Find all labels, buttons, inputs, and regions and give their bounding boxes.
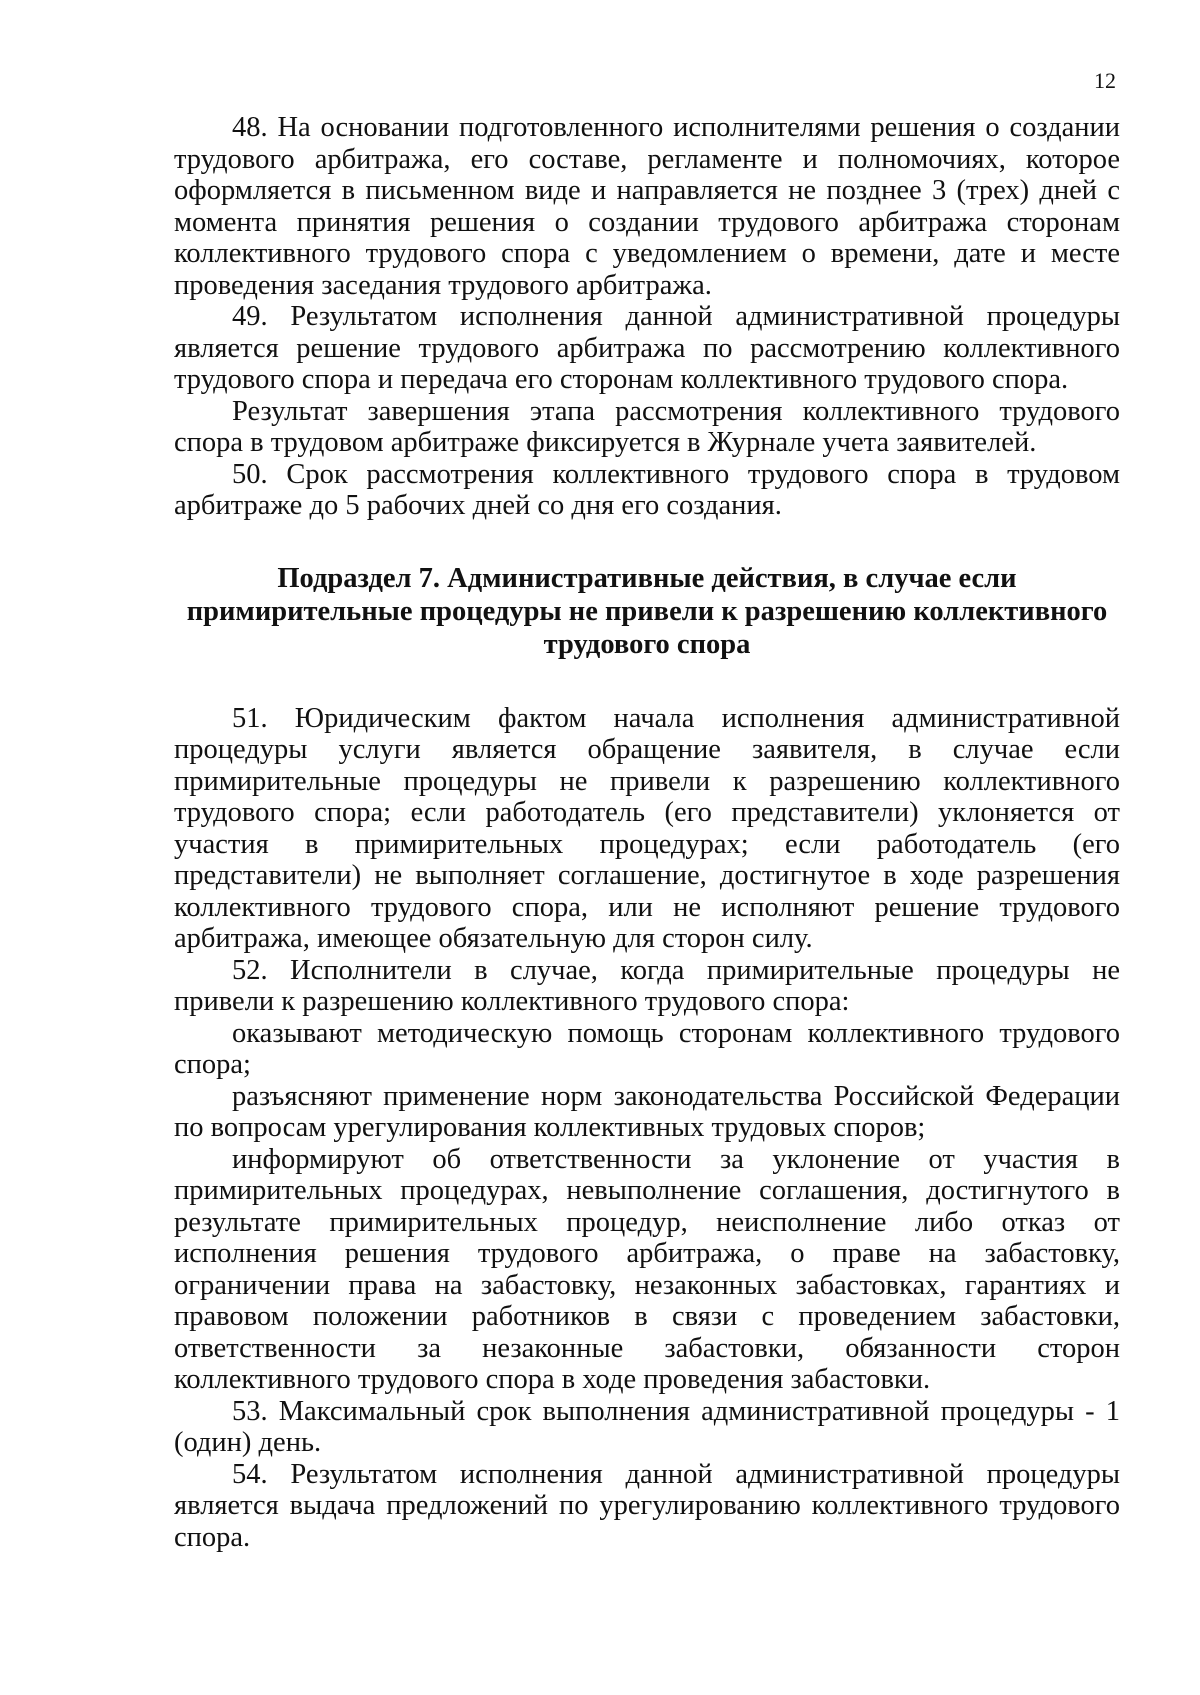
paragraph-53: 53. Максимальный срок выполнения административной процедуры - 1 (один) день. <box>174 1395 1120 1458</box>
section-heading-line-3: трудового спора <box>543 628 751 660</box>
paragraph-54: 54. Результатом исполнения данной административной процедуры является выдача предложений по урегулированию коллективного трудового спора. <box>174 1458 1120 1553</box>
section-heading-line-2: примирительные процедуры не привели к разрешению коллективного <box>186 595 1108 627</box>
document-body <box>174 112 1120 1553</box>
section-heading-line-1: Подраздел 7. Административные действия, в случае если <box>277 562 1017 594</box>
page-number: 12 <box>1094 68 1116 93</box>
paragraph-52-item-methodical-help: оказывают методическую помощь сторонам коллективного трудового спора; <box>174 1017 1120 1080</box>
paragraph-48: 48. На основании подготовленного исполнителями решения о создании трудового арбитража, его составе, регламенте и полномочиях, которое оформляется в письменном виде и направляется не позднее 3 (трех) дней с момента принятия решения о создании трудового арбитража сторонам коллективного трудового спора с уведомлением о времени, дате и месте проведения заседания трудового арбитража. <box>174 112 1120 301</box>
paragraph-52-item-inform: информируют об ответственности за уклонение от участия в примирительных процедурах, невыполнение соглашения, достигнутого в результате примирительных процедур, неисполнение либо отказ от исполнения решения трудового арбитража, о праве на забастовку, ограничении права на забастовку, незаконных забастовках, гарантиях и правовом положении работников в связи с проведением забастовки, ответственности за незаконные забастовки, обязанности сторон коллективного трудового спора в ходе проведения забастовки. <box>174 1143 1120 1395</box>
paragraph-50: 50. Срок рассмотрения коллективного трудового спора в трудовом арбитраже до 5 рабочих дней со дня его создания. <box>174 458 1120 521</box>
paragraph-52: 52. Исполнители в случае, когда примирительные процедуры не привели к разрешению коллективного трудового спора: <box>174 954 1120 1017</box>
paragraph-49: 49. Результатом исполнения данной административной процедуры является решение трудового арбитража по рассмотрению коллективного трудового спора и передача его сторонам коллективного трудового спора. <box>174 301 1120 395</box>
paragraph-result-note: Результат завершения этапа рассмотрения коллективного трудового спора в трудовом арбитраже фиксируется в Журнале учета заявителей. <box>174 395 1120 458</box>
section-heading <box>174 562 1120 661</box>
paragraph-51: 51. Юридическим фактом начала исполнения административной процедуры услуги является обращение заявителя, в случае если примирительные процедуры не привели к разрешению коллективного трудового спора; если работодатель (его представители) уклоняется от участия в примирительных процедурах; если работодатель (его представители) не выполняет соглашение, достигнутое в ходе разрешения коллективного трудового спора, или не исполняют решение трудового арбитража, имеющее обязательную для сторон силу. <box>174 702 1120 954</box>
paragraph-52-item-explain-norms: разъясняют применение норм законодательства Российской Федерации по вопросам урегулирования коллективных трудовых споров; <box>174 1080 1120 1143</box>
